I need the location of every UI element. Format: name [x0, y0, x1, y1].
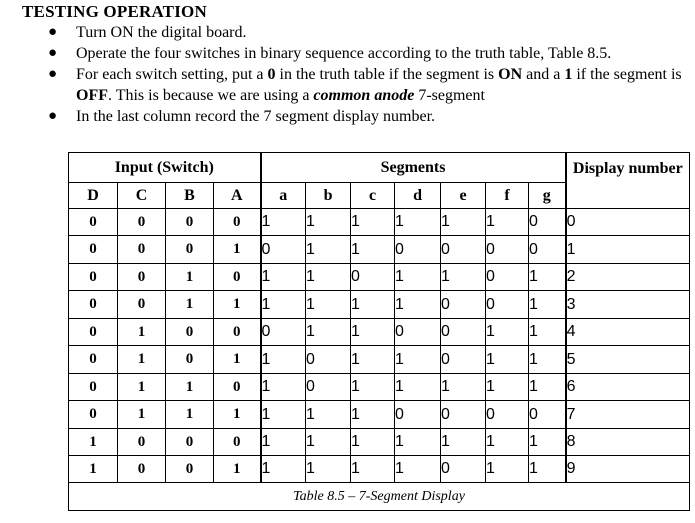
input-cell: 1 [166, 291, 214, 319]
input-cell: 0 [166, 209, 214, 236]
segment-cell: 1 [261, 264, 306, 291]
input-cell: 1 [214, 346, 261, 374]
display-number-cell: 3 [566, 291, 690, 319]
segment-cell: 1 [486, 319, 529, 346]
input-cell: 1 [214, 456, 261, 483]
table-row [69, 319, 690, 346]
segment-cell: 0 [261, 319, 306, 346]
input-cell: 0 [214, 319, 261, 346]
segment-cell: 0 [441, 401, 486, 429]
table-row [69, 209, 690, 236]
input-cell: 0 [118, 429, 166, 456]
segment-cell: 0 [486, 291, 529, 319]
bullet-icon: ● [48, 45, 58, 61]
instruction-item [48, 106, 693, 127]
table-row [69, 374, 690, 401]
segment-cell: 1 [351, 291, 395, 319]
segment-cell: 1 [306, 264, 351, 291]
segment-cell: 1 [395, 456, 441, 483]
segment-cell: 0 [441, 456, 486, 483]
input-column-header: A [214, 183, 261, 209]
input-cell: 1 [118, 319, 166, 346]
segment-cell: 1 [529, 291, 566, 319]
segment-cell: 1 [529, 429, 566, 456]
input-cell: 0 [69, 291, 118, 319]
segment-cell: 0 [529, 236, 566, 264]
input-cell: 0 [214, 264, 261, 291]
segment-column-header: f [486, 183, 529, 209]
segment-cell: 0 [395, 401, 441, 429]
input-column-header: C [118, 183, 166, 209]
display-number-cell: 1 [566, 236, 690, 264]
segment-cell: 1 [306, 209, 351, 236]
display-number-cell: 5 [566, 346, 690, 374]
table-caption: Table 8.5 – 7-Segment Display [69, 483, 690, 511]
segment-cell: 1 [306, 319, 351, 346]
truth-table [68, 152, 690, 511]
segment-cell: 1 [306, 401, 351, 429]
segment-cell: 1 [529, 456, 566, 483]
input-column-header: D [69, 183, 118, 209]
segment-column-header: g [529, 183, 566, 209]
segment-cell: 0 [441, 319, 486, 346]
input-cell: 1 [166, 401, 214, 429]
bullet-icon: ● [48, 24, 58, 40]
segment-cell: 0 [441, 236, 486, 264]
table-row [69, 456, 690, 483]
segment-cell: 1 [261, 291, 306, 319]
input-column-header: B [166, 183, 214, 209]
segment-cell: 0 [441, 346, 486, 374]
segment-cell: 1 [486, 346, 529, 374]
instruction-item [48, 22, 693, 43]
table-row [69, 429, 690, 456]
input-cell: 0 [166, 346, 214, 374]
segment-cell: 1 [351, 319, 395, 346]
segment-cell: 0 [306, 374, 351, 401]
bullet-icon: ● [48, 66, 58, 82]
segment-cell: 1 [441, 264, 486, 291]
instruction-text: Operate the four switches in binary sequence according to the truth table, Table 8.5. [76, 45, 612, 62]
segment-cell: 1 [441, 374, 486, 401]
input-cell: 0 [166, 236, 214, 264]
input-cell: 1 [69, 456, 118, 483]
instruction-item [48, 64, 693, 106]
input-cell: 1 [166, 374, 214, 401]
segment-cell: 1 [306, 456, 351, 483]
display-number-header: Display number [566, 153, 690, 209]
segment-cell: 0 [395, 236, 441, 264]
display-number-cell: 6 [566, 374, 690, 401]
segment-cell: 1 [529, 319, 566, 346]
segment-cell: 1 [529, 264, 566, 291]
input-cell: 1 [69, 429, 118, 456]
table-row [69, 346, 690, 374]
segment-cell: 0 [395, 319, 441, 346]
input-cell: 0 [69, 346, 118, 374]
input-cell: 0 [118, 209, 166, 236]
segment-column-header: b [306, 183, 351, 209]
table-row [69, 236, 690, 264]
input-cell: 1 [118, 374, 166, 401]
input-cell: 0 [214, 209, 261, 236]
segment-cell: 1 [351, 429, 395, 456]
input-cell: 0 [118, 236, 166, 264]
display-number-cell: 4 [566, 319, 690, 346]
segment-cell: 1 [395, 264, 441, 291]
input-cell: 1 [214, 291, 261, 319]
segment-cell: 1 [306, 236, 351, 264]
bullet-icon: ● [48, 108, 58, 124]
input-cell: 0 [69, 374, 118, 401]
segment-column-header: c [351, 183, 395, 209]
segment-cell: 1 [351, 346, 395, 374]
segment-cell: 1 [261, 429, 306, 456]
segment-cell: 1 [395, 209, 441, 236]
segment-cell: 1 [486, 209, 529, 236]
segment-cell: 1 [351, 374, 395, 401]
display-number-cell: 2 [566, 264, 690, 291]
input-cell: 0 [69, 264, 118, 291]
segment-cell: 0 [529, 209, 566, 236]
display-number-cell: 0 [566, 209, 690, 236]
segment-cell: 1 [261, 346, 306, 374]
input-cell: 1 [166, 264, 214, 291]
segment-column-header: d [395, 183, 441, 209]
segment-cell: 0 [306, 346, 351, 374]
display-number-cell: 9 [566, 456, 690, 483]
segment-cell: 1 [529, 374, 566, 401]
instruction-text: Turn ON the digital board. [76, 24, 247, 41]
segment-cell: 0 [441, 291, 486, 319]
input-cell: 0 [69, 319, 118, 346]
display-number-cell: 8 [566, 429, 690, 456]
segment-cell: 0 [261, 236, 306, 264]
segment-cell: 1 [441, 429, 486, 456]
segment-cell: 1 [529, 346, 566, 374]
instruction-text: For each switch setting, put a 0 in the truth table if the segment is ON and a 1 if the segment is OFF. This is because we are using a common anode 7-segment [76, 66, 682, 104]
input-cell: 0 [214, 429, 261, 456]
segment-column-header: e [441, 183, 486, 209]
segment-cell: 1 [395, 346, 441, 374]
input-cell: 1 [214, 401, 261, 429]
input-cell: 1 [214, 236, 261, 264]
segment-column-header: a [261, 183, 306, 209]
segment-cell: 1 [351, 209, 395, 236]
segment-cell: 0 [486, 236, 529, 264]
segment-cell: 1 [261, 209, 306, 236]
instruction-item [48, 43, 693, 64]
input-cell: 0 [118, 264, 166, 291]
input-cell: 0 [166, 319, 214, 346]
input-cell: 1 [118, 401, 166, 429]
input-cell: 0 [118, 291, 166, 319]
segment-cell: 1 [306, 429, 351, 456]
table-row [69, 264, 690, 291]
input-cell: 0 [69, 209, 118, 236]
segment-cell: 1 [486, 429, 529, 456]
segment-cell: 1 [486, 374, 529, 401]
input-cell: 0 [69, 236, 118, 264]
segment-cell: 1 [351, 456, 395, 483]
segment-cell: 1 [261, 456, 306, 483]
input-cell: 0 [214, 374, 261, 401]
table-row [69, 401, 690, 429]
instruction-list [48, 22, 693, 127]
segment-cell: 1 [395, 291, 441, 319]
segments-header: Segments [261, 153, 566, 183]
display-number-cell: 7 [566, 401, 690, 429]
input-cell: 0 [166, 456, 214, 483]
segment-cell: 0 [351, 264, 395, 291]
segment-cell: 1 [351, 401, 395, 429]
table-row [69, 291, 690, 319]
segment-cell: 1 [441, 209, 486, 236]
segment-cell: 1 [306, 291, 351, 319]
segment-cell: 1 [261, 401, 306, 429]
segment-cell: 1 [261, 374, 306, 401]
segment-cell: 0 [529, 401, 566, 429]
segment-cell: 0 [486, 401, 529, 429]
segment-cell: 1 [395, 374, 441, 401]
segment-cell: 1 [486, 456, 529, 483]
segment-cell: 0 [486, 264, 529, 291]
input-cell: 0 [69, 401, 118, 429]
segment-cell: 1 [395, 429, 441, 456]
input-cell: 0 [118, 456, 166, 483]
segment-cell: 1 [351, 236, 395, 264]
input-switch-header: Input (Switch) [69, 153, 261, 183]
input-cell: 1 [118, 346, 166, 374]
instruction-text: In the last column record the 7 segment display number. [76, 108, 436, 125]
input-cell: 0 [166, 429, 214, 456]
section-heading: TESTING OPERATION [22, 2, 207, 21]
